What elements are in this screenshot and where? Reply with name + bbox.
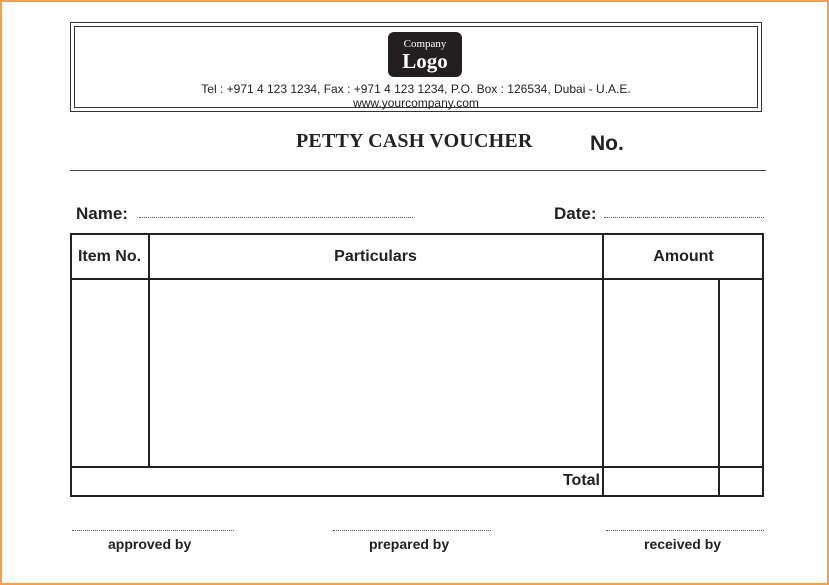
table-total-separator bbox=[70, 466, 764, 468]
received-by-label: received by bbox=[644, 536, 722, 552]
prepared-by-line[interactable] bbox=[333, 530, 491, 531]
logo-small-text: Company bbox=[403, 38, 447, 50]
title-divider bbox=[70, 170, 766, 171]
voucher-table bbox=[70, 233, 764, 497]
total-label: Total bbox=[562, 472, 600, 489]
column-header-amount: Amount bbox=[653, 248, 714, 265]
contact-line: Tel : +971 4 123 1234, Fax : +971 4 123 1234, P.O. Box : 126534, Dubai - U.A.E. bbox=[201, 82, 631, 96]
column-header-particulars: Particulars bbox=[334, 248, 417, 265]
company-header-inner bbox=[74, 26, 758, 108]
date-fill-line[interactable] bbox=[604, 217, 764, 218]
website-line: www.yourcompany.com bbox=[353, 96, 479, 110]
table-border-bottom bbox=[70, 495, 764, 497]
company-header bbox=[70, 22, 762, 112]
voucher-title: PETTY CASH VOUCHER bbox=[296, 130, 533, 152]
name-label: Name: bbox=[76, 204, 128, 223]
prepared-by-label: prepared by bbox=[369, 536, 450, 552]
voucher-number-label: No. bbox=[590, 132, 624, 155]
logo-big-text: Logo bbox=[402, 49, 448, 73]
column-header-item-no: Item No. bbox=[77, 248, 142, 265]
received-by-line[interactable] bbox=[606, 530, 764, 531]
company-logo bbox=[388, 32, 462, 77]
date-label: Date: bbox=[554, 204, 597, 223]
column-divider-amount-sub bbox=[718, 279, 720, 497]
approved-by-line[interactable] bbox=[72, 530, 234, 531]
name-fill-line[interactable] bbox=[139, 217, 413, 218]
approved-by-label: approved by bbox=[108, 536, 192, 552]
